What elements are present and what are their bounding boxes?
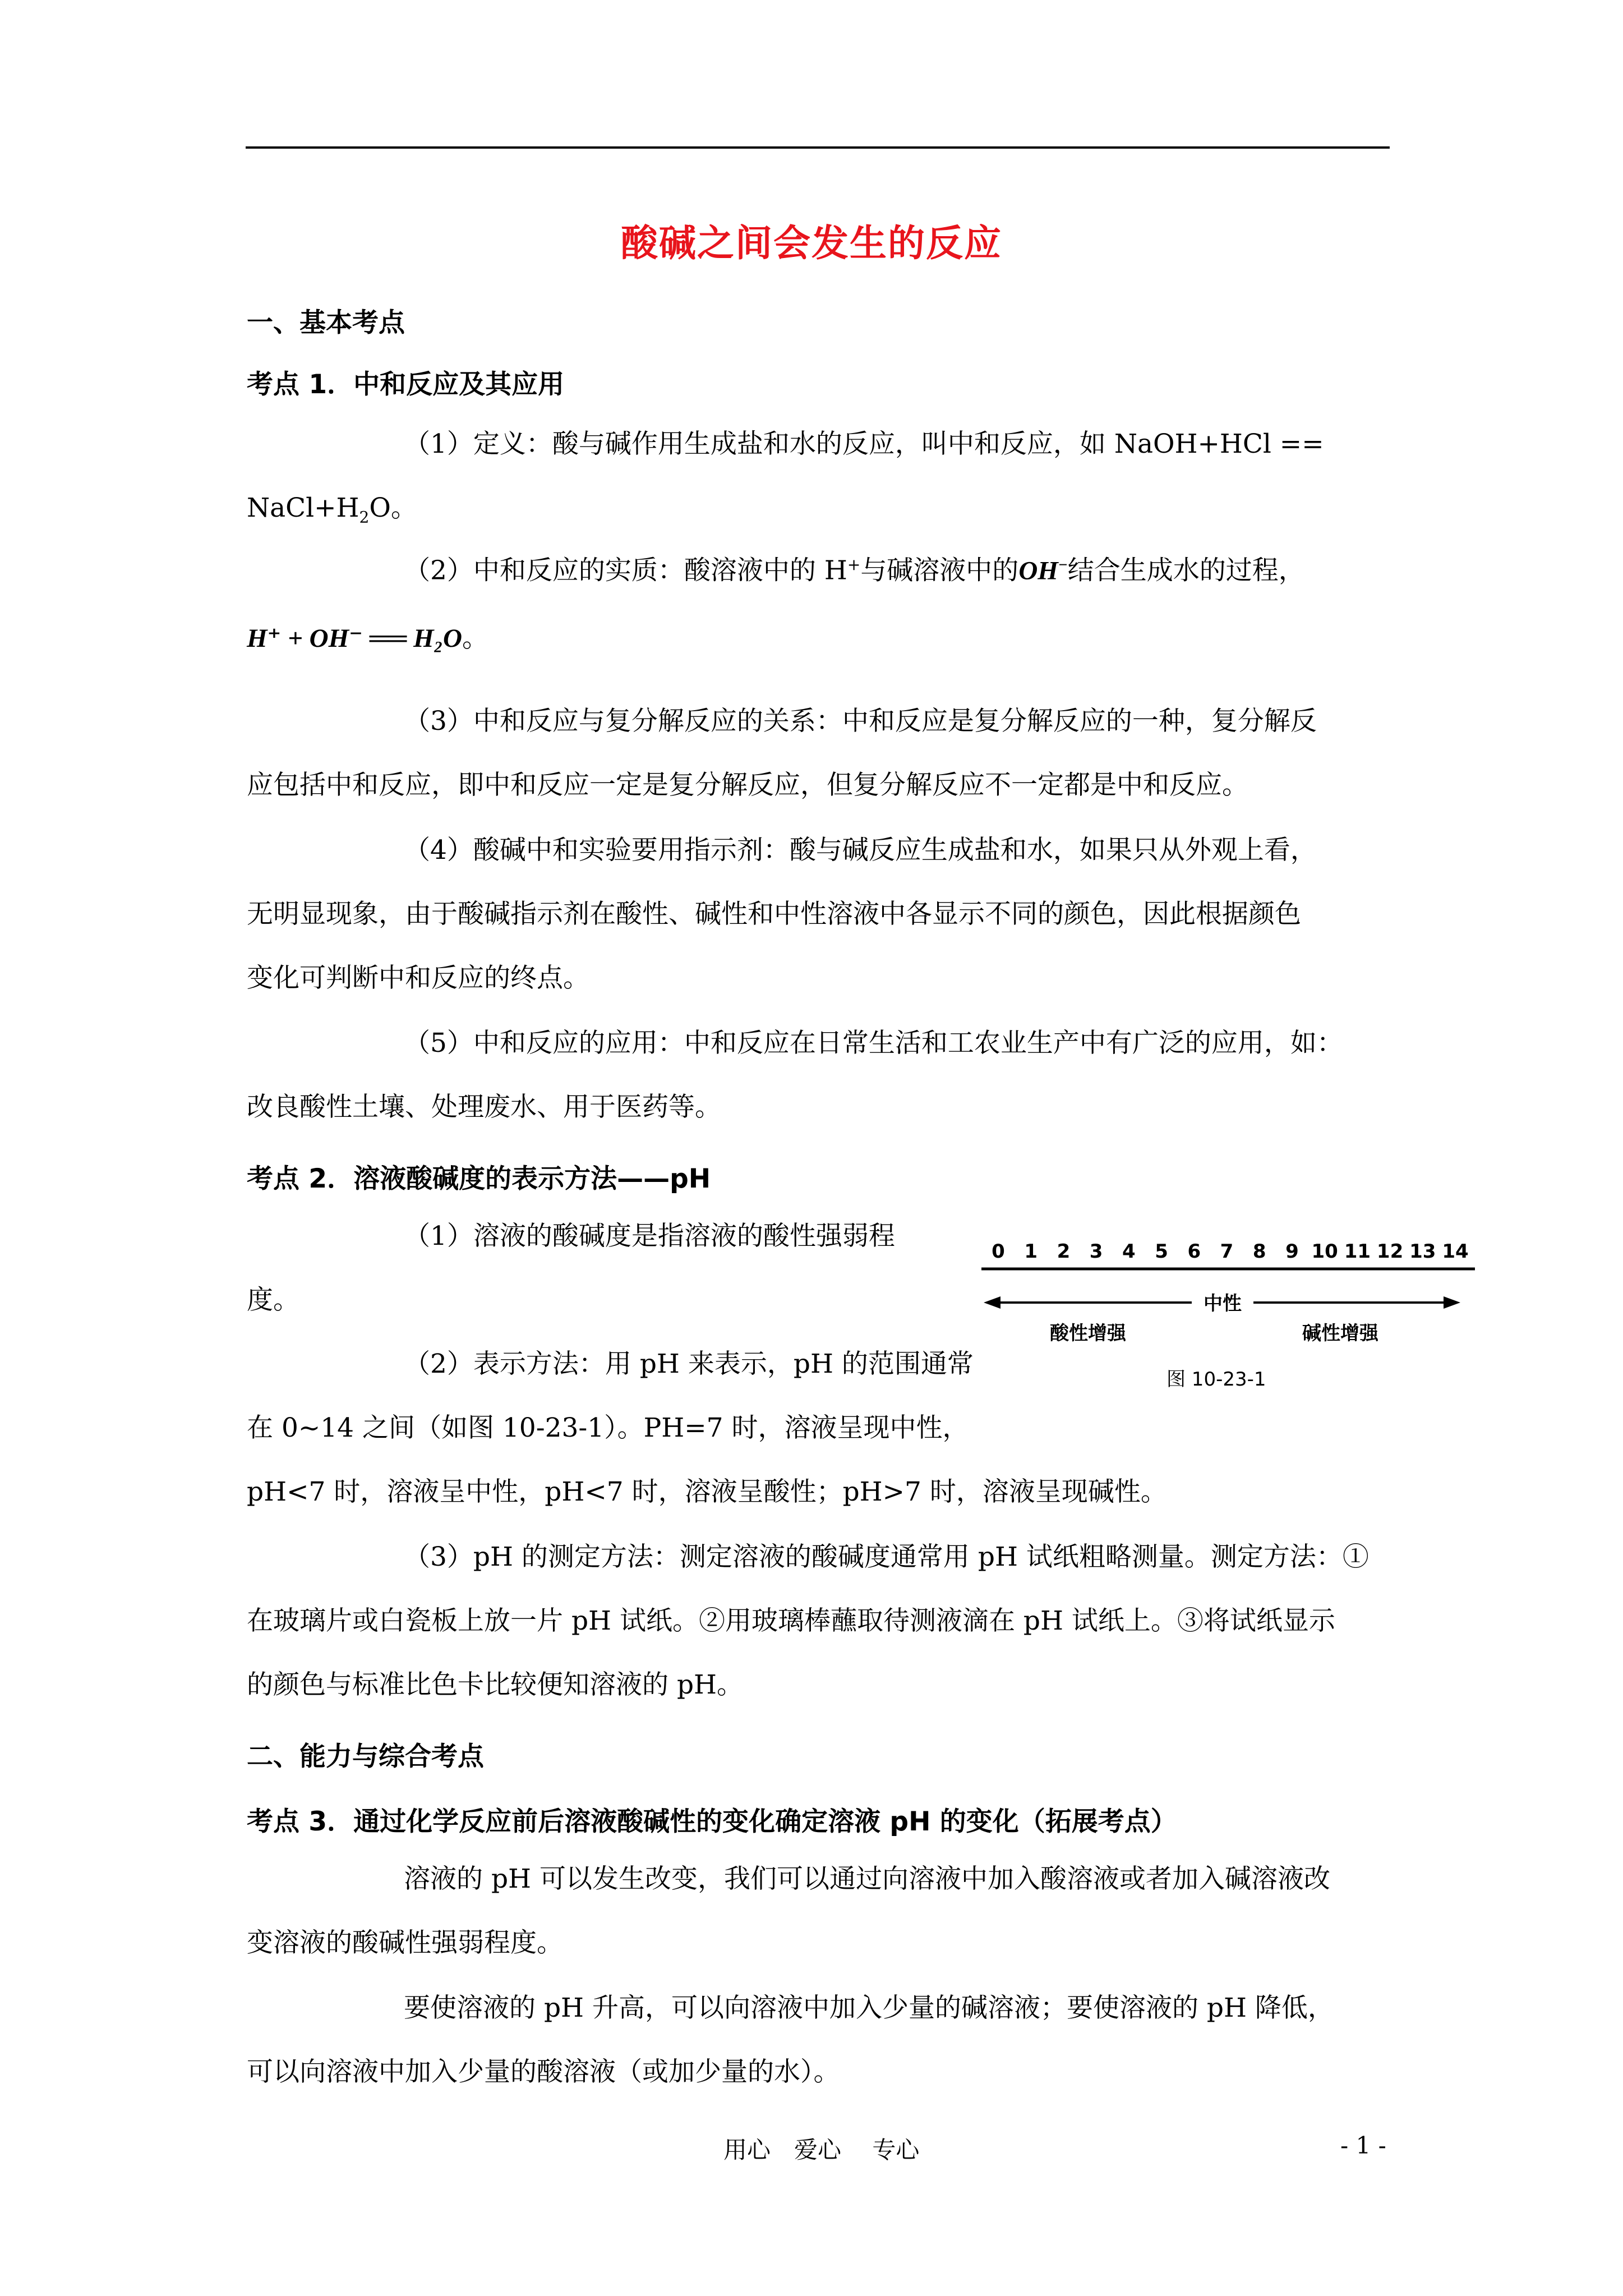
k2-paragraph-1-line-2: 度。	[247, 1285, 299, 1315]
k1-paragraph-1-line-1: （1）定义：酸与碱作用生成盐和水的反应，叫中和反应，如 NaOH+HCl ==	[404, 429, 1324, 459]
k2-paragraph-3-line-3: 的颜色与标准比色卡比较便知溶液的 pH。	[247, 1669, 744, 1700]
neutral-label: 中性	[1204, 1292, 1242, 1315]
arrow-left-icon	[984, 1296, 1000, 1309]
k2-paragraph-3-line-1: （3）pH 的测定方法：测定溶液的酸碱度通常用 pH 试纸粗略测量。测定方法：①	[404, 1542, 1369, 1572]
ph-tick-label: 8	[1252, 1240, 1266, 1263]
k1-paragraph-4-line-2: 无明显现象，由于酸碱指示剂在酸性、碱性和中性溶液中各显示不同的颜色，因此根据颜色	[247, 899, 1301, 930]
k1-paragraph-1-line-2: $NaCl+H_2O$。	[247, 493, 417, 527]
neutralization-equation: H⁺ + OH⁻ ══ H₂O	[247, 624, 462, 653]
page-title: 酸碱之间会发生的反应	[621, 221, 1002, 265]
arrow-right-icon	[1444, 1296, 1460, 1309]
k2-paragraph-2-line-1: （2）表示方法：用 pH 来表示，pH 的范围通常	[404, 1349, 974, 1379]
k1-paragraph-2-line-1: （2）中和反应的实质：酸溶液中的 H+与碱溶液中的OH−结合生成水的过程，	[404, 555, 1305, 586]
k2-paragraph-3-line-2: 在玻璃片或白瓷板上放一片 pH 试纸。②用玻璃棒蘸取待测液滴在 pH 试纸上。③将试纸显示	[247, 1605, 1335, 1636]
section-heading-2: 二、能力与综合考点	[247, 1741, 484, 1772]
ph-tick-label: 9	[1285, 1240, 1299, 1263]
ph-tick-label: 7	[1220, 1240, 1234, 1263]
ph-tick-label: 2	[1057, 1240, 1071, 1263]
topic-heading-2: 考点 2．溶液酸碱度的表示方法——pH	[247, 1163, 711, 1194]
k2-paragraph-2-line-2: 在 0~14 之间（如图 10-23-1）。PH=7 时，溶液呈现中性，	[247, 1412, 969, 1443]
k1-paragraph-3-line-1: （3）中和反应与复分解反应的关系：中和反应是复分解反应的一种，复分解反	[404, 706, 1317, 737]
ph-tick-label: 4	[1122, 1240, 1136, 1263]
ph-tick-label: 5	[1155, 1240, 1168, 1263]
ph-scale-figure	[976, 1228, 1481, 1397]
k3-paragraph-1-line-2: 变溶液的酸碱性强弱程度。	[247, 1927, 563, 1958]
k2-paragraph-2-line-3: pH<7 时，溶液呈中性，pH<7 时，溶液呈酸性；pH>7 时，溶液呈现碱性。	[247, 1476, 1167, 1507]
acid-label: 酸性增强	[1050, 1322, 1126, 1345]
topic-heading-3: 考点 3．通过化学反应前后溶液酸碱性的变化确定溶液 pH 的变化（拓展考点）	[247, 1806, 1177, 1837]
page-number: - 1 -	[1340, 2132, 1386, 2159]
header-rule	[246, 146, 1390, 149]
section-heading-1: 一、基本考点	[247, 307, 405, 338]
ph-tick-label: 13	[1409, 1240, 1436, 1263]
ph-tick-label: 11	[1344, 1240, 1371, 1263]
k3-paragraph-2-line-2: 可以向溶液中加入少量的酸溶液（或加少量的水）。	[247, 2056, 840, 2087]
ph-tick-labels	[992, 1240, 1469, 1263]
k1-paragraph-5-line-1: （5）中和反应的应用：中和反应在日常生活和工农业生产中有广泛的应用，如：	[404, 1028, 1343, 1059]
ph-tick-label: 3	[1089, 1240, 1103, 1263]
k1-paragraph-4-line-3: 变化可判断中和反应的终点。	[247, 963, 589, 993]
topic-heading-1: 考点 1．中和反应及其应用	[247, 369, 565, 400]
ph-tick-label: 1	[1024, 1240, 1038, 1263]
k1-formula-line: H⁺ + OH⁻ ══ H₂O。	[247, 623, 488, 654]
figure-caption: 图 10-23-1	[1166, 1368, 1266, 1391]
k3-paragraph-1-line-1: 溶液的 pH 可以发生改变，我们可以通过向溶液中加入酸溶液或者加入碱溶液改	[404, 1864, 1330, 1894]
k1-paragraph-5-line-2: 改良酸性土壤、处理废水、用于医药等。	[247, 1092, 721, 1122]
footer-motto: 用心 爱心 专心	[723, 2136, 920, 2164]
ph-tick-label: 12	[1376, 1240, 1404, 1263]
k1-paragraph-3-line-2: 应包括中和反应，即中和反应一定是复分解反应，但复分解反应不一定都是中和反应。	[247, 770, 1248, 800]
base-label: 碱性增强	[1302, 1322, 1378, 1345]
k3-paragraph-2-line-1: 要使溶液的 pH 升高，可以向溶液中加入少量的碱溶液；要使溶液的 pH 降低，	[404, 1993, 1334, 2023]
ph-tick-label: 14	[1442, 1240, 1469, 1263]
ph-tick-label: 0	[992, 1240, 1005, 1263]
ph-tick-label: 10	[1311, 1240, 1338, 1263]
k2-paragraph-1-line-1: （1）溶液的酸碱度是指溶液的酸性强弱程	[404, 1221, 895, 1251]
k1-paragraph-4-line-1: （4）酸碱中和实验要用指示剂：酸与碱反应生成盐和水，如果只从外观上看，	[404, 835, 1317, 866]
ph-tick-label: 6	[1187, 1240, 1201, 1263]
